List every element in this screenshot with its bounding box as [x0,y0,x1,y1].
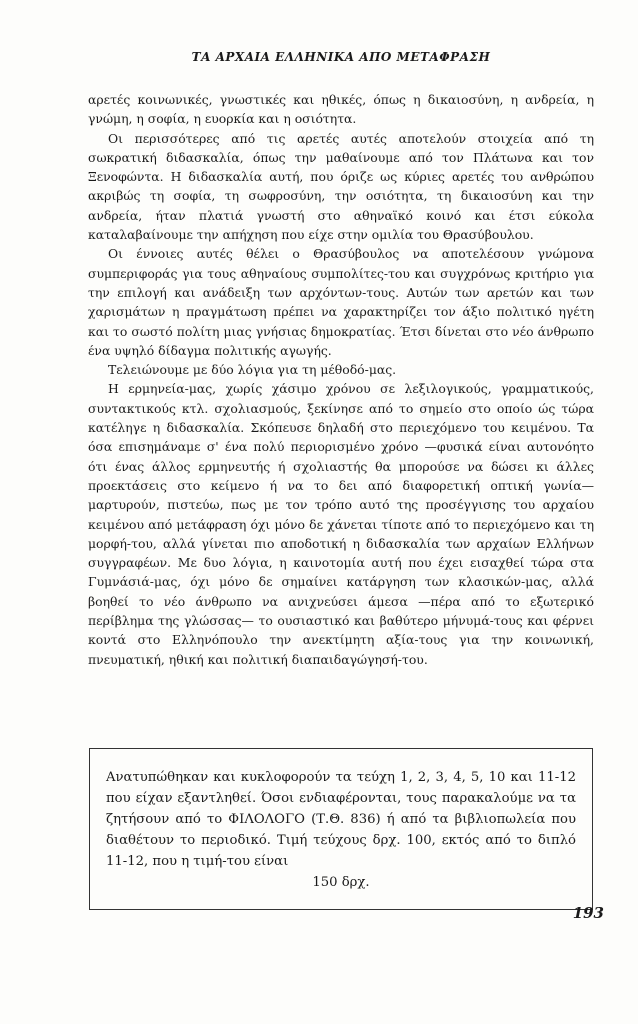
page [88,50,594,890]
reprint-notice-text [106,767,576,893]
page-number: 193 [572,904,604,922]
body-text [88,90,594,669]
reprint-notice-box [89,748,593,910]
paragraph-1: αρετές κοινωνικές, γνωστικές και ηθικές, όπως η δικαιοσύνη, η ανδρεία, η γνώμη, η σοφία, η ευορκία και η οσιότητα. [88,92,594,127]
paragraph-3: Οι έννοιες αυτές θέλει ο Θρασύβουλος να αποτελέσουν γνώμονα συμπεριφοράς για τους αθηναίους συμπολίτες-του και συγχρόνως κριτήριο για την επιλογή και ανάδειξη των αρχόντων-τους. Αυτών των αρετών και των χαρισμάτων η πραγμάτωση πρέπει να χαρακτηρίζει τον άξιο πολιτικό ηγέτη και το σωστό πολίτη μιας γνήσιας δημοκρατίας. Έτσι δίνεται στο νέο άνθρωπο ένα υψηλό δίδαγμα πολιτικής αγωγής. [88,246,594,358]
reprint-notice-body: Ανατυπώθηκαν και κυκλοφορούν τα τεύχη 1, 2, 3, 4, 5, 10 και 11-12 που είχαν εξαντληθεί. Όσοι ενδιαφέρονται, τους παρακαλούμε να τα ζητήσουν από το ΦΙΛΟΛΟΓΟ (Τ.Θ. 836) ή από τα βιβλιοπωλεία που διαθέτουν το περιοδικό. Τιμή τεύχους δρχ. 100, εκτός από το διπλό 11-12, που η τιμή-του είναι [106,770,576,869]
reprint-notice-price: 150 δρχ. [312,875,370,890]
running-head: ΤΑ ΑΡΧΑΙΑ ΕΛΛΗΝΙΚΑ ΑΠΟ ΜΕΤΑΦΡΑΣΗ [191,50,491,64]
paragraph-5: Η ερμηνεία-μας, χωρίς χάσιμο χρόνου σε λεξιλογικούς, γραμματικούς, συντακτικούς κτλ. σχολιασμούς, ξεκίνησε από το σημείο στο οποίο ώς τώρα κατέληγε η διδασκαλία. Σκόπευσε δηλαδή στο περιεχόμενο του κειμένου. Τα όσα επισημάναμε σ' ένα πολύ περιορισμένο χρόνο —φυσικά είναι αυτονόητο ότι ένας άλλος ερμηνευτής ή σχολιαστής θα μπορούσε να δώσει κι άλλες προεκτάσεις στο κείμενο ή να το δει από διαφορετική οπτική γωνία— μαρτυρούν, πιστεύω, πως με τον τρόπο αυτό της προσέγγισης του αρχαίου κειμένου από μετάφραση όχι μόνο δε χάνεται τίποτε από το περιεχόμενο και τη μορφή-του, αλλά γίνεται πιο αποδοτική η διδασκαλία των αρχαίων Ελλήνων συγγραφέων. Με δυο λόγια, η καινοτομία αυτή που έχει εισαχθεί τώρα στα Γυμνάσιά-μας, όχι μόνο δε σημαίνει κατάργηση των κλασικών-μας, αλλά βοηθεί το νέο άνθρωπο να ανιχνεύσει άμεσα —πέρα από το εξωτερικό περίβλημα της γλώσσας— το ουσιαστικό και βαθύτερο μήνυμά-τους και φέρνει κοντά στο Ελληνόπουλο την ανεκτίμητη αξία-τους για την κοινωνική, πνευματική, ηθική και πολιτική διαπαιδαγώγησή-του. [88,381,594,667]
paragraph-4: Τελειώνουμε με δύο λόγια για τη μέθοδό-μας. [108,362,397,378]
paragraph-2: Οι περισσότερες από τις αρετές αυτές αποτελούν στοιχεία από τη σωκρατική διδασκαλία, όπως την μαθαίνουμε από τον Πλάτωνα και τον Ξενοφώντα. Η διδασκαλία αυτή, που όριζε ως κύριες αρετές του ανθρώπου ακριβώς τη σοφία, τη σωφροσύνη, την οσιότητα, τη δικαιοσύνη και την ανδρεία, ήταν πλατιά γνωστή στο αθηναϊκό κοινό και έτσι εύκολα καταλαβαίνουμε την απήχηση που είχε στην ομιλία του Θρασύβουλου. [88,130,594,243]
